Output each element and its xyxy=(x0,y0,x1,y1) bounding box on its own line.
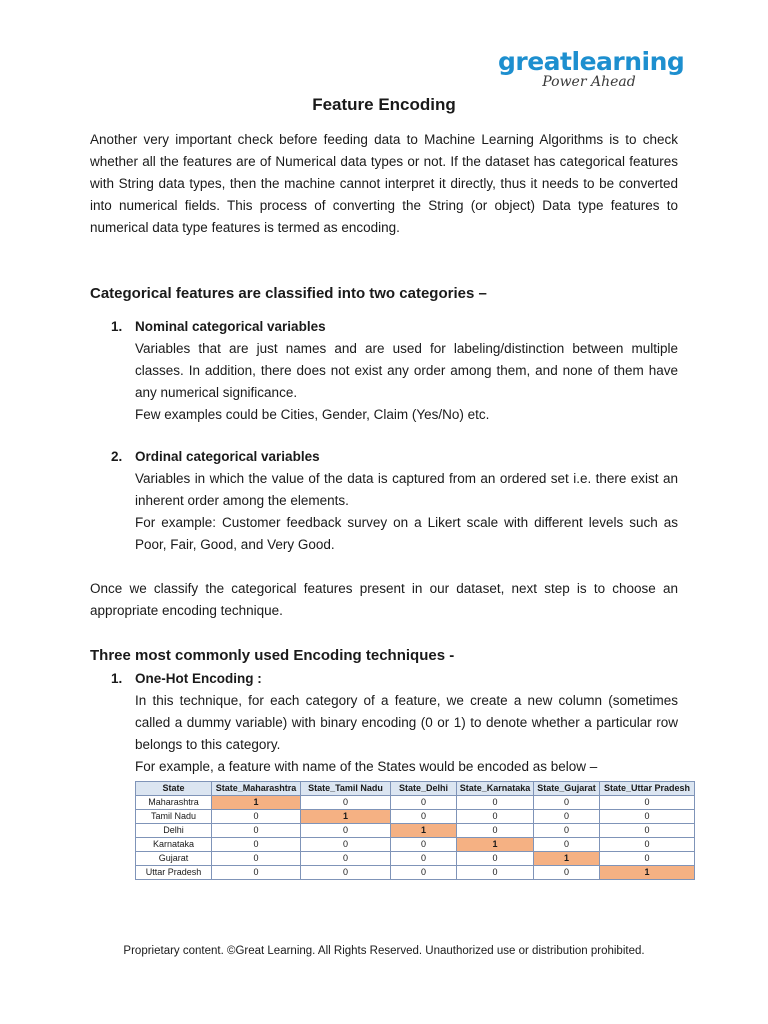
ordinal-number: 2. xyxy=(111,449,123,464)
table-cell: 0 xyxy=(534,838,600,852)
one-hot-encoding-table xyxy=(135,781,695,880)
categories-heading: Categorical features are classified into two categories – xyxy=(90,285,487,302)
table-cell: 0 xyxy=(457,824,534,838)
table-cell: 0 xyxy=(212,852,301,866)
ordinal-example: For example: Customer feedback survey on a Likert scale with different levels such as Poor, Fair, Good, and Very Good. xyxy=(135,515,678,552)
table-cell: 0 xyxy=(534,796,600,810)
intro-paragraph: Another very important check before feeding data to Machine Learning Algorithms is to check whether all the features are of Numerical data types or not. If the dataset has categorical features with String data types, then the machine cannot interpret it directly, thus it needs to be converted into numerical fields. This process of converting the String (or object) Data type features to numerical data type features is termed as encoding. xyxy=(90,132,678,235)
one-hot-description: In this technique, for each category of a feature, we create a new column (sometimes called a dummy variable) with binary encoding (0 or 1) to denote whether a particular row belongs to this category. xyxy=(135,693,678,752)
table-cell: 1 xyxy=(534,852,600,866)
table-cell: Delhi xyxy=(136,824,212,838)
table-cell: 1 xyxy=(301,810,391,824)
table-cell: 0 xyxy=(457,810,534,824)
table-header-row xyxy=(136,782,695,796)
nominal-number: 1. xyxy=(111,319,123,334)
nominal-title: Nominal categorical variables xyxy=(135,319,326,334)
table-row xyxy=(136,838,695,852)
table-header-cell: State_Uttar Pradesh xyxy=(600,782,695,796)
table-cell: Gujarat xyxy=(136,852,212,866)
table-cell: Karnataka xyxy=(136,838,212,852)
table-cell: 0 xyxy=(534,866,600,880)
table-cell: 0 xyxy=(301,796,391,810)
table-cell: 0 xyxy=(600,824,695,838)
greatlearning-logo xyxy=(498,47,685,90)
one-hot-number: 1. xyxy=(111,671,123,686)
table-row xyxy=(136,852,695,866)
table-cell: Uttar Pradesh xyxy=(136,866,212,880)
table-cell: 0 xyxy=(600,838,695,852)
table-cell: 0 xyxy=(600,852,695,866)
ordinal-title: Ordinal categorical variables xyxy=(135,449,320,464)
table-cell: 0 xyxy=(391,866,457,880)
ordinal-description: Variables in which the value of the data is captured from an ordered set i.e. there exist an inherent order among the elements. xyxy=(135,471,678,508)
table-cell: 0 xyxy=(457,852,534,866)
classify-paragraph: Once we classify the categorical features present in our dataset, next step is to choose an appropriate encoding technique. xyxy=(90,581,678,618)
table-header-cell: State_Karnataka xyxy=(457,782,534,796)
table-header-cell: State_Maharashtra xyxy=(212,782,301,796)
table-cell: 1 xyxy=(600,866,695,880)
table-header-cell: State xyxy=(136,782,212,796)
table-cell: Tamil Nadu xyxy=(136,810,212,824)
table-cell: 1 xyxy=(457,838,534,852)
table-cell: 1 xyxy=(391,824,457,838)
footer-copyright: Proprietary content. ©Great Learning. All Rights Reserved. Unauthorized use or distribution prohibited. xyxy=(123,945,645,957)
table-cell: 0 xyxy=(212,838,301,852)
table-cell: 0 xyxy=(212,810,301,824)
table-cell: 0 xyxy=(600,810,695,824)
table-cell: 0 xyxy=(534,810,600,824)
table-row xyxy=(136,866,695,880)
nominal-example: Few examples could be Cities, Gender, Claim (Yes/No) etc. xyxy=(135,407,490,422)
logo-tagline: Power Ahead xyxy=(542,74,636,90)
table-cell: Maharashtra xyxy=(136,796,212,810)
table-row xyxy=(136,796,695,810)
table-cell: 0 xyxy=(212,866,301,880)
nominal-description: Variables that are just names and are used for labeling/distinction between multiple classes. In addition, there does not exist any order among them, and none of them have any numerical significance. xyxy=(135,341,678,400)
table-row xyxy=(136,824,695,838)
table-cell: 0 xyxy=(301,852,391,866)
table-row xyxy=(136,810,695,824)
table-cell: 0 xyxy=(301,838,391,852)
table-header-cell: State_Delhi xyxy=(391,782,457,796)
table-header-cell: State_Gujarat xyxy=(534,782,600,796)
table-cell: 0 xyxy=(600,796,695,810)
table-cell: 0 xyxy=(391,796,457,810)
table-cell: 0 xyxy=(457,866,534,880)
table-cell: 0 xyxy=(301,824,391,838)
table-cell: 0 xyxy=(301,866,391,880)
table-cell: 0 xyxy=(534,824,600,838)
table-cell: 0 xyxy=(391,852,457,866)
logo-wordmark: greatlearning xyxy=(498,47,685,76)
page-title: Feature Encoding xyxy=(312,95,456,114)
table-header-cell: State_Tamil Nadu xyxy=(301,782,391,796)
table-cell: 0 xyxy=(212,824,301,838)
techniques-heading: Three most commonly used Encoding techniques - xyxy=(90,647,455,664)
one-hot-title: One-Hot Encoding : xyxy=(135,671,262,686)
table-cell: 0 xyxy=(457,796,534,810)
one-hot-example: For example, a feature with name of the States would be encoded as below – xyxy=(135,759,598,774)
table-cell: 0 xyxy=(391,810,457,824)
table-cell: 1 xyxy=(212,796,301,810)
table-cell: 0 xyxy=(391,838,457,852)
